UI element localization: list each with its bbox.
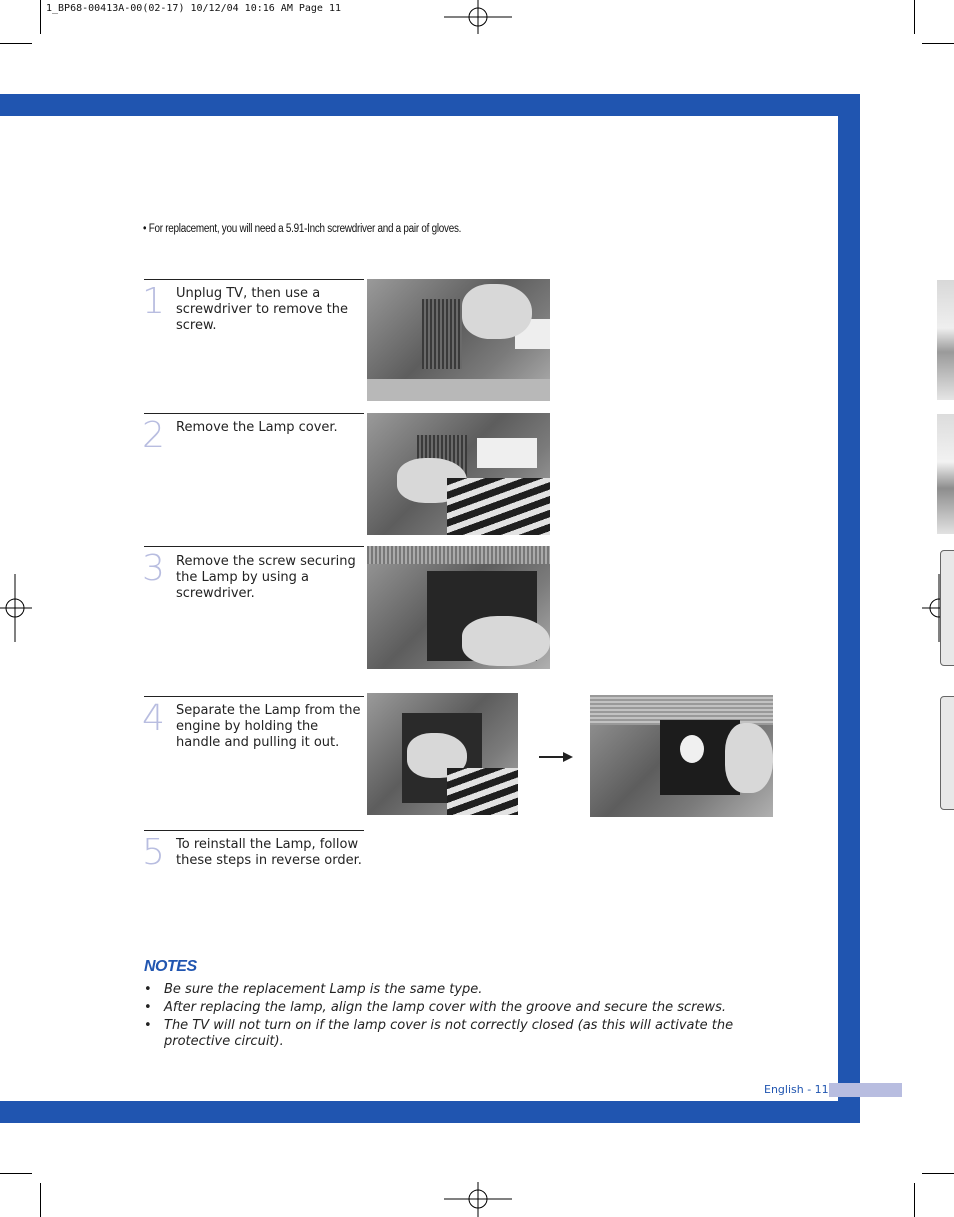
crop-mark bbox=[922, 43, 954, 44]
step-divider bbox=[144, 413, 364, 414]
note-text: The TV will not turn on if the lamp cover is not correctly closed (as this will activate the protective circuit). bbox=[164, 1018, 734, 1049]
step-4-photo-b bbox=[590, 695, 773, 817]
step-divider bbox=[144, 279, 364, 280]
step-text: Remove the Lamp cover. bbox=[176, 420, 338, 435]
step-text: Remove the screw securing the Lamp by using a screwdriver. bbox=[176, 554, 356, 601]
step-number: 3 bbox=[142, 548, 165, 589]
crop-mark bbox=[0, 1173, 32, 1174]
step-text: Unplug TV, then use a screwdriver to remove the screw. bbox=[176, 286, 349, 333]
notes-title: NOTES bbox=[144, 958, 197, 975]
edge-tab bbox=[940, 550, 954, 666]
crop-mark bbox=[40, 0, 41, 34]
bottom-blue-band bbox=[0, 1101, 860, 1123]
step-1-photo bbox=[367, 279, 550, 401]
print-slug: 1_BP68-00413A-00(02-17) 10/12/04 10:16 AM Page 11 bbox=[46, 3, 342, 14]
crop-mark bbox=[914, 0, 915, 34]
step-text: Separate the Lamp from the engine by holding the handle and pulling it out. bbox=[176, 703, 361, 750]
page-number: English - 11 bbox=[764, 1083, 829, 1096]
step-divider bbox=[144, 696, 364, 697]
step-2-photo bbox=[367, 413, 550, 535]
arrow-right-icon bbox=[539, 751, 573, 763]
list-item: • Be sure the replacement Lamp is the same type. bbox=[144, 982, 744, 998]
step-number: 4 bbox=[142, 698, 165, 739]
right-blue-band bbox=[838, 94, 860, 1123]
edge-thumbnail bbox=[937, 280, 954, 400]
step-divider bbox=[144, 546, 364, 547]
registration-mark-top bbox=[444, 0, 512, 36]
list-item: • The TV will not turn on if the lamp cover is not correctly closed (as this will activate the protective circuit). bbox=[144, 1018, 744, 1050]
step-divider bbox=[144, 830, 364, 831]
notes-list bbox=[144, 982, 744, 1050]
crop-mark bbox=[0, 43, 32, 44]
list-item: • After replacing the lamp, align the lamp cover with the groove and secure the screws. bbox=[144, 1000, 744, 1016]
footer-bar bbox=[829, 1083, 902, 1097]
step-3-photo bbox=[367, 546, 550, 669]
top-blue-band bbox=[0, 94, 860, 116]
edge-thumbnail bbox=[937, 414, 954, 534]
crop-mark bbox=[40, 1183, 41, 1217]
note-text: Be sure the replacement Lamp is the same type. bbox=[164, 982, 483, 997]
edge-tab bbox=[940, 696, 954, 810]
crop-mark bbox=[922, 1173, 954, 1174]
step-text: To reinstall the Lamp, follow these steps in reverse order. bbox=[176, 837, 362, 868]
crop-mark bbox=[914, 1183, 915, 1217]
step-number: 5 bbox=[142, 832, 165, 873]
intro-note: • For replacement, you will need a 5.91-Inch screwdriver and a pair of gloves. bbox=[143, 223, 462, 235]
step-number: 1 bbox=[142, 281, 165, 322]
registration-mark-bottom bbox=[444, 1182, 512, 1217]
step-number: 2 bbox=[142, 415, 165, 456]
note-text: After replacing the lamp, align the lamp cover with the groove and secure the screws. bbox=[164, 1000, 726, 1015]
step-4-photo-a bbox=[367, 693, 518, 815]
registration-mark-left bbox=[0, 574, 32, 642]
